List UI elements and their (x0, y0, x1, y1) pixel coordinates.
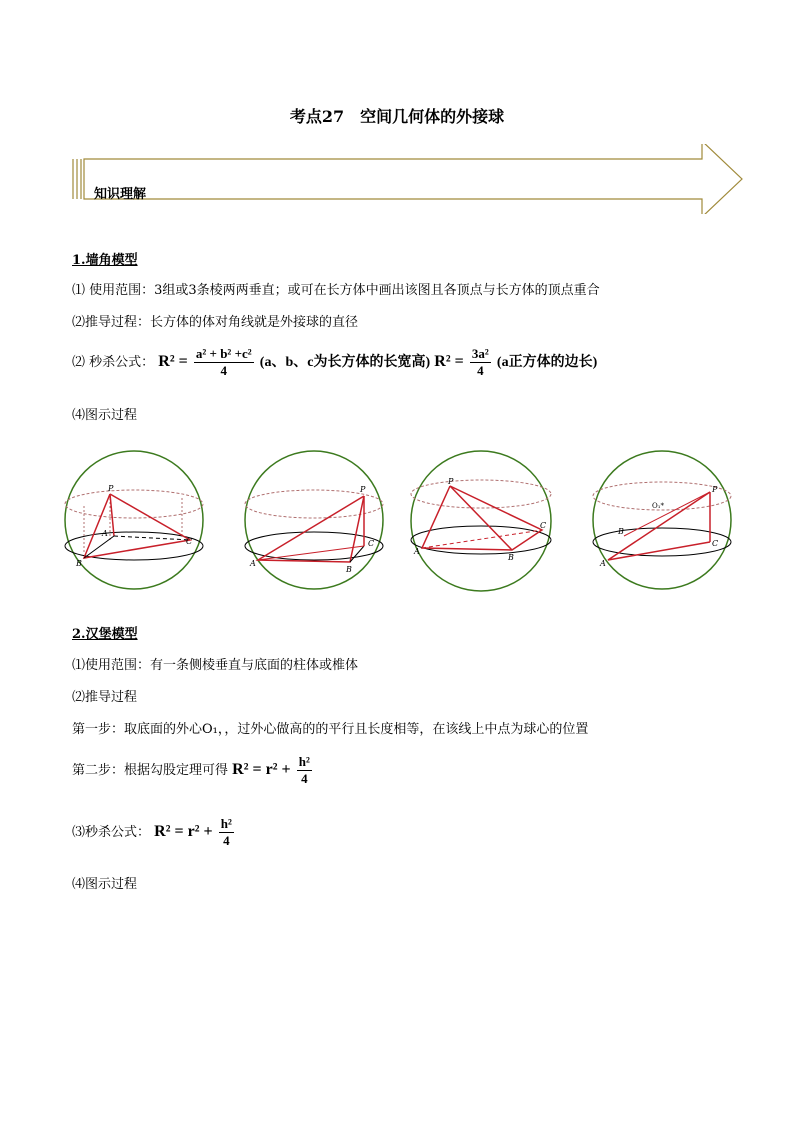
item3-formula-lhs: R² = r² + (154, 823, 213, 840)
label-a: A (414, 547, 420, 556)
label-a: A (600, 559, 606, 568)
label-p: P (108, 484, 114, 493)
section2-step2 (72, 754, 314, 787)
page-title: 考点27 空间几何体的外接球 (289, 107, 505, 126)
section1-formula-line (72, 346, 597, 379)
figure-2 (240, 448, 388, 594)
section2-item1: ⑴使用范围：有一条侧棱垂直与底面的柱体或椎体 (72, 658, 359, 673)
section2-step1: 第一步：取底面的外心O₁，，过外心做高的的平行且长度相等，在该线上中点为球心的位置 (72, 722, 589, 737)
banner-label: 知识理解 (94, 187, 147, 202)
step2-fraction (297, 754, 312, 787)
label-p: P (712, 485, 718, 494)
section1-item2: ⑵推导过程：长方体的体对角线就是外接球的直径 (72, 315, 359, 330)
label-a: A (102, 529, 108, 538)
formula-b-note: (a正方体的边长) (496, 355, 598, 370)
section-banner (70, 144, 746, 214)
label-b: B (508, 553, 514, 562)
label-b: B (346, 565, 352, 574)
section2-item2: ⑵推导过程 (72, 690, 138, 705)
formula-a-denominator: 4 (220, 363, 228, 378)
section1-heading: 1.墙角模型 (72, 253, 138, 268)
formula-a-note: (a、b、c为长方体的长宽高) (259, 355, 431, 370)
section2-item4: ⑷图示过程 (72, 877, 138, 892)
item3-prefix: ⑶秒杀公式： (72, 825, 151, 840)
item3-denominator: 4 (223, 833, 230, 848)
item3-fraction (219, 816, 234, 849)
item3-numerator: h² (220, 816, 232, 831)
label-c: C (186, 537, 193, 546)
figure-3 (408, 448, 554, 596)
label-p: P (448, 477, 454, 486)
label-p: P (360, 485, 366, 494)
section2-item3 (72, 816, 236, 849)
section2-heading: 2.汉堡模型 (72, 627, 138, 642)
step2-numerator: h² (298, 754, 310, 769)
formula-b-fraction (470, 346, 491, 379)
figure-4 (590, 448, 734, 594)
step2-formula-lhs: R² = r² + (232, 761, 291, 778)
formula-prefix: ⑵ 秒杀公式： (72, 355, 155, 370)
figure-1 (62, 448, 206, 594)
label-b: B (618, 527, 624, 536)
formula-a-numerator: a² + b² +c² (195, 346, 252, 361)
label-c: C (712, 539, 719, 548)
label-a: A (250, 559, 256, 568)
formula-b-numerator: 3a² (471, 346, 489, 361)
formula-b-lhs: R² = (434, 353, 464, 370)
label-b: B (76, 559, 82, 568)
step2-prefix: 第二步：根据勾股定理可得 (72, 763, 229, 778)
formula-b-denominator: 4 (477, 363, 484, 378)
step2-denominator: 4 (301, 771, 308, 786)
label-c: C (368, 539, 375, 548)
label-c: C (540, 521, 547, 530)
formula-a-lhs: R² = (158, 353, 188, 370)
section1-item4: ⑷图示过程 (72, 408, 138, 423)
section1-item1: ⑴ 使用范围：3组或3条棱两两垂直；或可在长方体中画出该图且各顶点与长方体的顶点重合 (72, 283, 600, 298)
formula-a-fraction (194, 346, 254, 379)
label-o1: O₁* (652, 502, 665, 510)
